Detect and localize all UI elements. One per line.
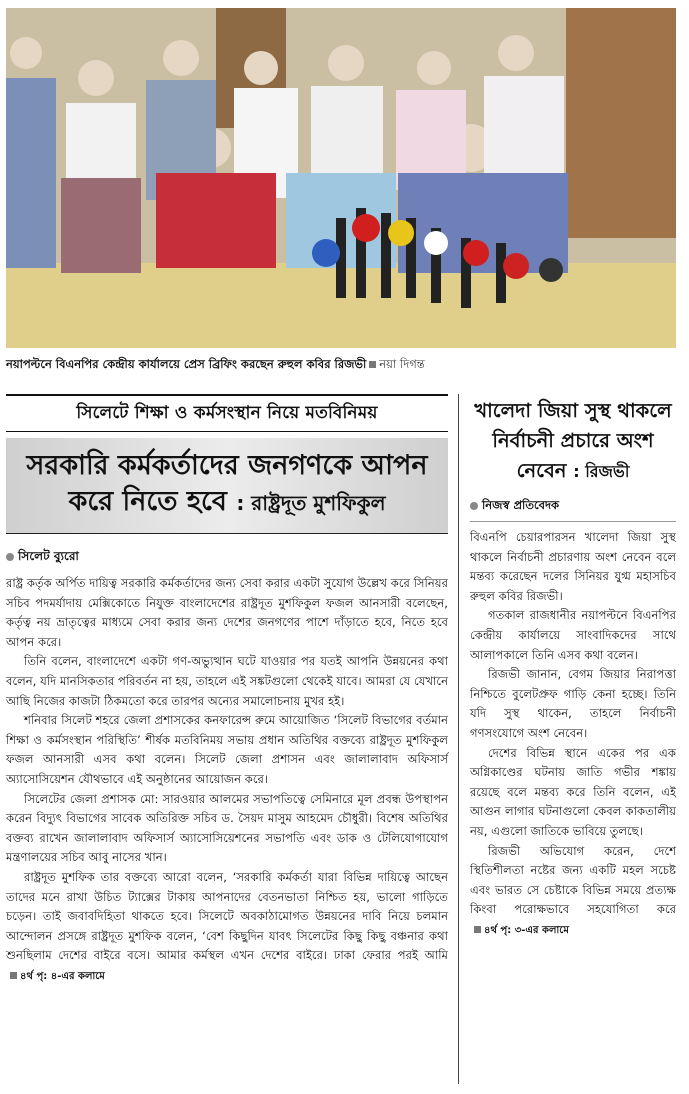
story1-headline-line2-wrap [14,484,440,521]
story1-headline-line1: সরকারি কর্মকর্তাদের জনগণকে আপন [26,450,428,481]
story2-paragraph-2: গতকাল রাজধানীর নয়াপল্টনে বিএনপির কেন্দ্রীয় কার্যালয়ে সাংবাদিকদের সাথে আলাপকালে তিনি এসব কথা বলেন। [470,608,676,662]
bullet-dot-icon [470,502,478,510]
photo-caption [6,356,676,375]
story1-paragraph-4: সিলেটের জেলা প্রশাসক মো: সারওয়ার আলমের সভাপতিত্বে সেমিনারে মূল প্রবন্ধ উপস্থাপন করেন বিদ্যুৎ বিভাগের সাবেক অতিরিক্ত সচিব ড. সৈয়দ মাসুম আহমেদ চৌধুরী। বিশেষ অতিথির বক্তব্য রাখেন জালালাবাদ অফিসার্স অ্যাসোসিয়েশনের সভাপতি এবং ডাক ও টেলিযোগাযোগ মন্ত্রণালয়ের সচিব আবু নাসের খান। [6,791,448,865]
story1-body [6,574,448,986]
story2-paragraph-4: দেশের বিভিন্ন স্থানে একের পর এক অগ্নিকাণ্ডের ঘটনায় জাতি গভীর শঙ্কায় রয়েছে বলে মন্তব্য করে তিনি বলেন, এই আগুন লাগার ঘটনাগুলো কেবল কাকতালীয় নয়, এগুলো জাতিকে ভাবিয়ে তুলছে। [470,745,676,838]
story1-paragraph-2: তিনি বলেন, বাংলাদেশে একটা গণ-অভ্যুত্থান ঘটে যাওয়ার পর যতই আপনি উন্নয়নের কথা বলেন, যদি মানসিকতার পরিবর্তন না হয়, তাহলে এই সঙ্কটগুলো থেকেই যাবে। আমরা যে যেখানে আছি নিজের কাজটা ঠিকমতো করে তারপর অন্যের সমালোচনায় মুখর হই। [6,654,448,708]
story1-dateline-text: সিলেট ব্যুরো [18,549,79,563]
story2-paragraph-3: রিজভী জানান, বেগম জিয়ার নিরাপত্তা নিশ্চিতে বুলেটপ্রুফ গাড়ি কেনা হচ্ছে। তিনি যদি সুস্থ থাকেন, তাহলে নির্বাচনী গণসংযোগে অংশ নেবেন। [470,667,676,740]
story1-dateline [6,548,448,568]
story1-paragraph-5-wrap [6,868,448,987]
story1-headline [6,438,448,534]
separator-square-icon [369,361,376,368]
story2-paragraph-5: রিজভী অভিযোগ করেন, দেশে স্থিতিশীলতা নষ্টের জন্য একটি মহল সচেষ্ট এবং ভারত সে চেষ্টাকে বিভিন্ন সময়ে প্রত্যক্ষ কিংবা পরোক্ষভাবে সহযোগিতা করে [470,843,676,917]
story1-headline-sub: : রাষ্ট্রদূত মুশফিকুল [236,491,386,515]
story2-body [470,528,676,940]
caption-source: নয়া দিগন্ত [379,357,425,371]
story1-headline-line2: করে নিতে হবে [68,486,227,517]
story2-headline-sub: : রিজভী [573,462,630,481]
story2-continuation-text: ৪র্থ পৃ: ৩-এর কলামে [484,924,569,936]
story2-paragraph-1: বিএনপি চেয়ারপারসন খালেদা জিয়া সুস্থ থাকলে নির্বাচনী প্রচারণায় অংশ নেবেন বলে মন্তব্য করেছেন দলের সিনিয়র যুগ্ম মহাসচিব রুহুল কবির রিজভী। [470,530,676,603]
story1-kicker: সিলেটে শিক্ষা ও কর্মসংস্থান নিয়ে মতবিনিময় [6,394,448,432]
story2-byline-text: নিজস্ব প্রতিবেদক [482,498,560,512]
story2-headline-line3: নেবেন [516,459,567,482]
story1-continuation-text: ৪র্থ পৃ: ৪-এর কলামে [20,970,105,982]
story2-continuation[interactable] [474,925,569,936]
story2-paragraph-5-wrap [470,842,676,941]
press-briefing-photo [6,8,676,348]
column-rule [458,394,459,1084]
story1-continuation[interactable] [10,971,105,982]
story1-paragraph-5: রাষ্ট্রদূত মুশফিক তার বক্তব্যে আরো বলেন, ‘সরকারি কর্মকর্তা যারা বিভিন্ন দায়িত্বে আছেন তাদের মনে রাখা উচিত ট্যাক্সের টাকায় আপনাদের বেতনভাতা নিশ্চিত হয়, ভালো গাড়িতে চড়েন। তাই জবাবদিহিতা থাকতে হবে। সিলেটে অবকাঠামোগত উন্নয়নের দাবি নিয়ে চলমান আন্দোলন প্রসঙ্গে রাষ্ট্রদূত মুশফিক বলেন, ‘বেশ কিছুদিন যাবৎ সিলেটের কিছু কিছু বঞ্চনার কথা শুনছিলাম দেশের বাইরে বসে। আমার কর্মস্থল এখন দেশের বাইরে। ঢাকা ফেরার পরই আমি [6,869,448,963]
caption-text: নয়াপল্টনে বিএনপির কেন্দ্রীয় কার্যালয়ে প্রেস ব্রিফিং করছেন রুহুল কবির রিজভী [6,357,367,371]
story2-headline-line3-wrap [470,456,676,487]
story1-paragraph-1: রাষ্ট্র কর্তৃক অর্পিত দায়িত্ব সরকারি কর্মকর্তাদের জন্য সেবা করার একটা সুযোগ উল্লেখ করে সিনিয়র সচিব পদমর্যাদায় মেক্সিকোতে নিযুক্ত বাংলাদেশের রাষ্ট্রদূত মুশফিকুল ফজল আনসারী বলেছেন, কর্তৃত্ব নয় ভ্রাতৃত্বের মাধ্যমে সেবা করার জন্য দেশের জনগণের পাশে দাঁড়াতে হবে, নিতে হবে আপন করে। [6,576,448,649]
story2-headline [470,396,676,487]
bullet-dot-icon [6,553,14,561]
story-rizvi [470,396,676,940]
story2-byline [470,497,676,522]
photo-illustration [6,8,676,348]
story-sylhet [6,394,448,986]
continuation-square-icon [10,972,17,979]
story1-paragraph-3: শনিবার সিলেট শহরে জেলা প্রশাসকের কনফারেন্স রুমে আয়োজিত ‘সিলেট বিভাগের বর্তমান শিক্ষা ও কর্মসংস্থান পরিস্থিতি’ শীর্ষক মতবিনিময় সভায় প্রধান অতিথির বক্তব্যে রাষ্ট্রদূত মুশফিকুল ফজল আনসারী এসব কথা বলেন। সিলেট জেলা প্রশাসন এবং জালালাবাদ অফিসার্স অ্যাসোসিয়েশন যৌথভাবে এই অনুষ্ঠানের আয়োজন করে। [6,713,448,786]
continuation-square-icon [474,926,481,933]
story2-headline-line2: নির্বাচনী প্রচারে অংশ [492,429,654,452]
story2-headline-line1: খালেদা জিয়া সুস্থ থাকলে [474,399,672,422]
